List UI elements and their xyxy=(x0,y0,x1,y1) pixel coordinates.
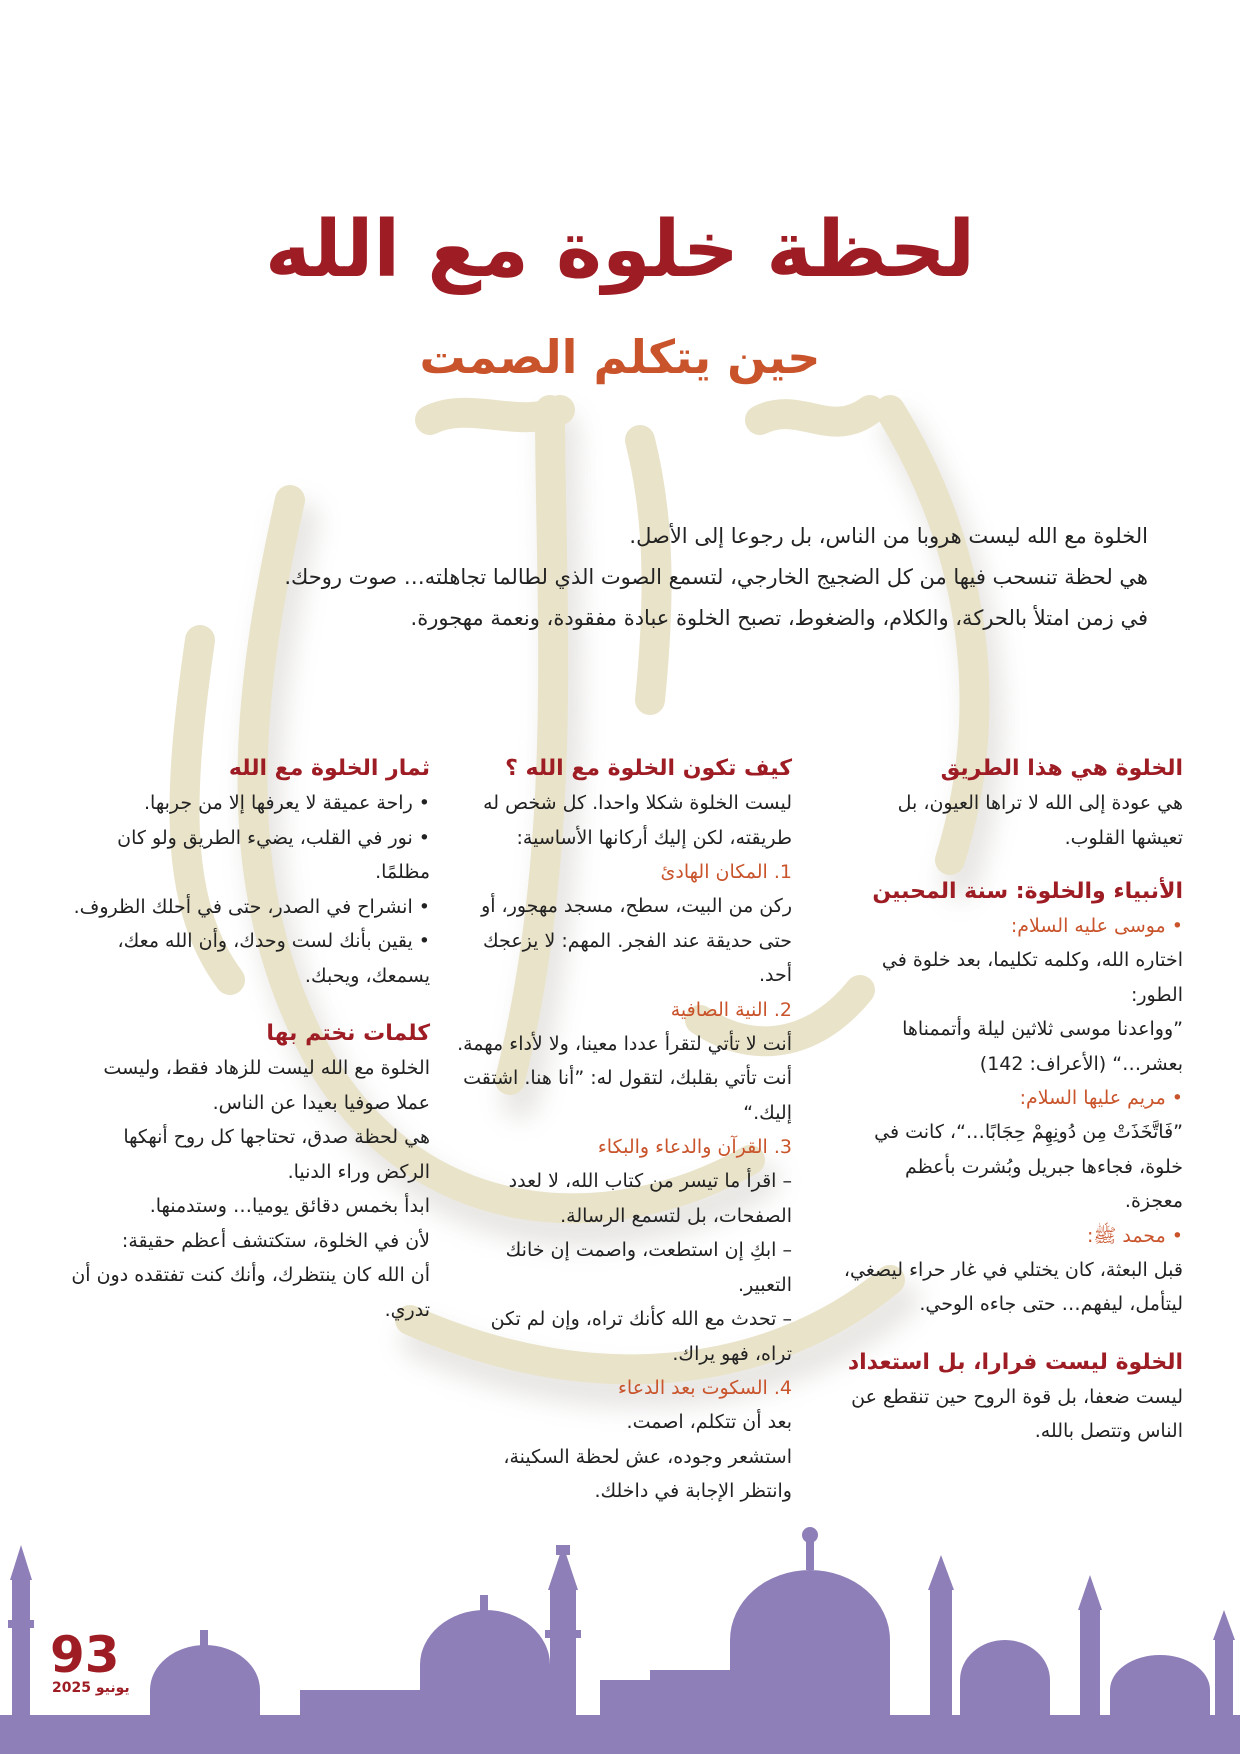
column-left xyxy=(70,752,430,1327)
quote: ”وواعدنا موسى ثلاثين ليلة وأتممناها بعشر…“ (الأعراف: 142) xyxy=(902,1018,1183,1075)
prophet-label: • محمد ﷺ: xyxy=(1086,1224,1183,1247)
issue-date: يونيو 2025 xyxy=(52,1680,130,1696)
section-heading: ثمار الخلوة مع الله xyxy=(228,756,430,781)
paragraph: – تحدث مع الله كأنك تراه، وإن لم تكن تراه، فهو يراك. xyxy=(490,1308,792,1365)
step-label: 1. المكان الهادئ xyxy=(660,861,792,883)
paragraph: أنت لا تأتي لتقرأ عددا معينا، ولا لأداء مهمة. أنت تأتي بقلبك، لتقول له: ”أنا هنا. اشتقت إليك.“ xyxy=(457,1032,792,1124)
paragraph: ابدأ بخمس دقائق يوميا… وستدمنها. xyxy=(149,1195,430,1217)
paragraph: قبل البعثة، كان يختلي في غار حراء ليصغي، ليتأمل، ليفهم… حتى جاءه الوحي. xyxy=(843,1258,1183,1315)
prophet-label: • مريم عليها السلام: xyxy=(1019,1087,1183,1109)
paragraph: ”فَاتَّخَذَتْ مِن دُونِهِمْ حِجَابًا…“، كانت في خلوة، فجاءها جبريل وبُشرت بأعظم معجزة. xyxy=(874,1121,1183,1212)
step-label: 4. السكوت بعد الدعاء xyxy=(618,1377,792,1399)
section-heading: الخلوة ليست فرارا، بل استعداد xyxy=(847,1349,1183,1375)
list-item: • راحة عميقة لا يعرفها إلا من جربها. xyxy=(144,792,430,814)
fruits-list xyxy=(70,786,430,993)
page-subtitle: حين يتكلم الصمت xyxy=(419,330,821,384)
intro-line: في زمن امتلأ بالحركة، والكلام، والضغوط، تصبح الخلوة عبادة مفقودة، ونعمة مهجورة. xyxy=(410,606,1148,630)
paragraph: اختاره الله، وكلمه تكليما، بعد خلوة في الطور: xyxy=(881,949,1183,1006)
list-item: • انشراح في الصدر، حتى في أحلك الظروف. xyxy=(73,895,430,918)
page-number: 93 xyxy=(50,1626,120,1684)
intro-line: هي لحظة تنسحب فيها من كل الضجيج الخارجي، لتسمع الصوت الذي لطالما تجاهلته… صوت روحك. xyxy=(284,565,1148,589)
list-item: • يقين بأنك لست وحدك، وأن الله معك، يسمعك، ويحبك. xyxy=(117,930,430,987)
paragraph: – ابكِ إن استطعت، واصمت إن خانك التعبير. xyxy=(505,1239,792,1296)
paragraph: استشعر وجوده، عش لحظة السكينة، وانتظر الإجابة في داخلك. xyxy=(503,1445,792,1502)
list-item: • نور في القلب، يضيء الطريق ولو كان مظلمًا. xyxy=(117,826,430,883)
paragraph: أن الله كان ينتظرك، وأنك كنت تفتقده دون أن تدري. xyxy=(71,1264,430,1321)
paragraph: هي عودة إلى الله لا تراها العيون، بل تعيشها القلوب. xyxy=(897,792,1183,849)
paragraph: بعد أن تتكلم، اصمت. xyxy=(626,1411,792,1433)
paragraph: الخلوة مع الله ليست للزهاد فقط، وليست عملا صوفيا بعيدا عن الناس. xyxy=(103,1057,430,1114)
paragraph: هي لحظة صدق، تحتاجها كل روح أنهكها الركض وراء الدنيا. xyxy=(123,1126,430,1183)
section-heading: الأنبياء والخلوة: سنة المحبين xyxy=(872,879,1183,904)
section-heading: كيف تكون الخلوة مع الله ؟ xyxy=(505,756,792,781)
intro-line: الخلوة مع الله ليست هروبا من الناس، بل رجوعا إلى الأصل. xyxy=(629,524,1148,548)
paragraph: – اقرأ ما تيسر من كتاب الله، لا لعدد الصفحات، بل لتسمع الرسالة. xyxy=(508,1170,792,1227)
paragraph: ليست ضعفا، بل قوة الروح حين تنقطع عن الناس وتتصل بالله. xyxy=(851,1385,1183,1442)
column-right xyxy=(841,752,1183,1449)
column-middle xyxy=(448,752,792,1509)
step-label: 2. النية الصافية xyxy=(670,998,792,1021)
paragraph: ركن من البيت، سطح، مسجد مهجور، أو حتى حديقة عند الفجر. المهم: لا يزعجك أحد. xyxy=(481,895,792,986)
prophet-label: • موسى عليه السلام: xyxy=(1010,915,1183,937)
mosque-skyline-icon xyxy=(0,1527,1240,1754)
section-heading: كلمات نختم بها xyxy=(266,1021,430,1046)
paragraph: لأن في الخلوة، ستكتشف أعظم حقيقة: xyxy=(121,1229,430,1252)
section-heading: الخلوة هي هذا الطريق xyxy=(940,756,1183,781)
paragraph: ليست الخلوة شكلا واحدا. كل شخص له طريقته، لكن إليك أركانها الأساسية: xyxy=(483,792,792,849)
page-title: لحظة خلوة مع الله xyxy=(265,205,975,295)
step-label: 3. القرآن والدعاء والبكاء xyxy=(597,1136,792,1158)
